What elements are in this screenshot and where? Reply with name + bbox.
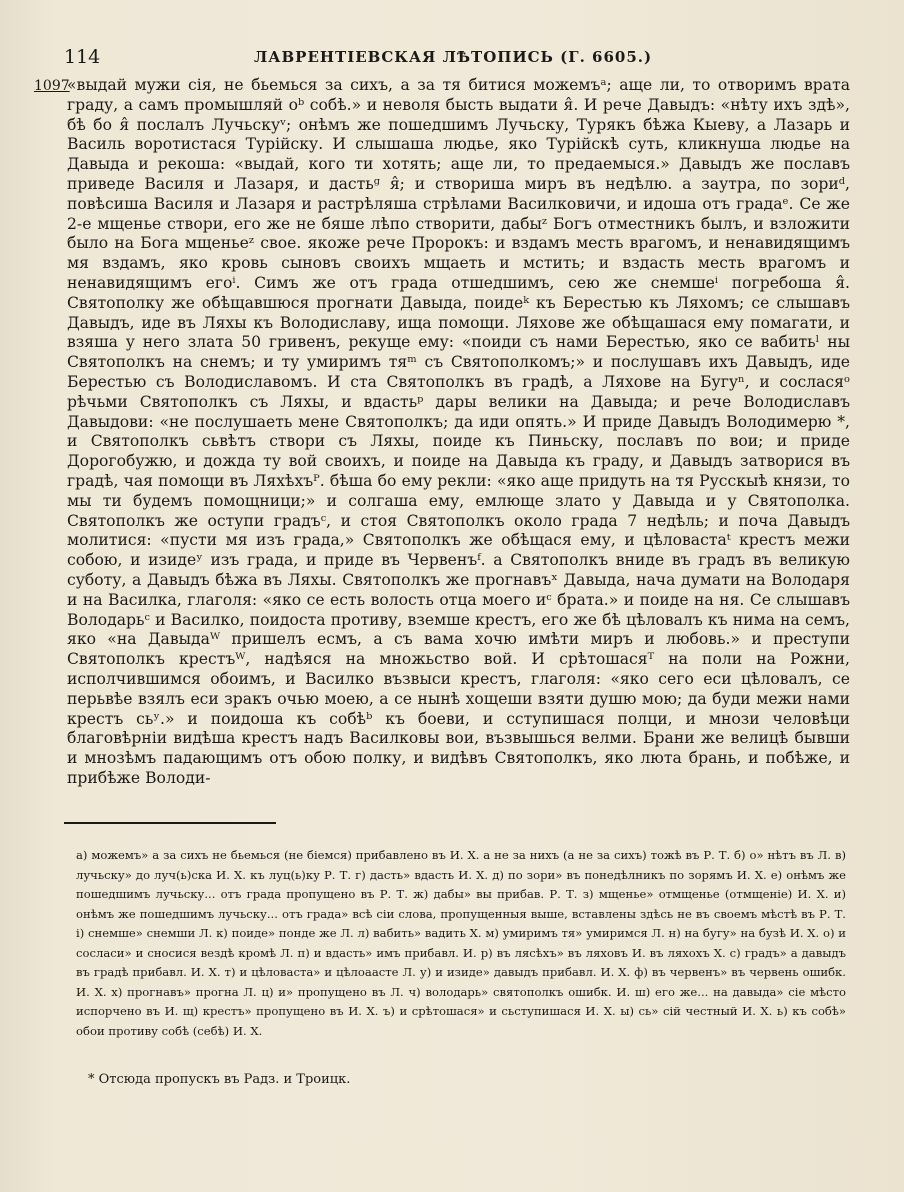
main-paragraph: «выдай мужи сія, не бьемься за сихъ, а за тя битися можемъᵃ; аще ли, то отворимъ врата граду, а самъ промышляй оᵇ собѣ.» и неволя бысть выдати я̂. И рече Давыдъ: «нѣту ихъ здѣ», бѣ бо я̂ послалъ Лучьскуᵛ; онѣмъ же пошедшимъ Лучьску, Турякъ бѣжа Кыеву, а Лазарь и Василь воротистася Турійску. И слышаша людье, яко Турійскѣ суть, кликнуша людье на Давыда и рекоша: «выдай, кого ти хотять; аще ли, то предаемыся.» Давыдъ же пославъ приведе Василя и Лазаря, и дастьᵍ я̂; и створиша миръ въ недѣлю. а заутра, по зориᵈ, повѣсиша Василя и Лазаря и растрѣляша стрѣлами Василковичи, и идоша отъ градаᵉ. Се же 2-е мщенье створи, его же не бяше лѣпо створити, дабыᶻ Богъ отместникъ былъ, и взложити было на Бога мщеньеᶻ свое. якоже рече Пророкъ: и вздамъ месть врагомъ, и ненавидящимъ мя вздамъ, яко кровь сыновъ своихъ мщаеть и мстить; и вздасть месть врагомъ и ненавидящимъ егоⁱ. Симъ же отъ града отшедшимъ, сею же снемшеⁱ погребоша я̂. Святополку же обѣщавшюся прогнати Давыда, поидеᵏ къ Берестью къ Ляхомъ; се слышавъ Давыдъ, иде въ Ляхы къ Володиславу, ища помощи. Ляхове же обѣщашася ему помагати, и взяша у него злата 50 гривенъ, рекуще ему: «поиди съ нами Берестью, яко се вабитьˡ ны Святополкъ на снемъ; и ту умиримъ тяᵐ съ Святополкомъ;» и послушавъ ихъ Давыдъ, иде Берестью съ Володиславомъ. И ста Святополкъ въ градѣ, а Ляхове на Бугуⁿ, и сосласяᵒ рѣчьми Святополкъ съ Ляхы, и вдастьᵖ дары велики на Давыда; и рече Володиславъ Давыдови: «не послушаеть мене Святополкъ; да иди опять.» И приде Давыдъ Володимерю *, и Святополкъ сьвѣтъ створи съ Ляхы, поиде къ Пиньску, пославъ по вои; и приде Дорогобужю, и дожда ту вой своихъ, и поиде на Давыда къ граду, и Давыдъ затворися въ градѣ, чая помощи въ Ляхѣхъᴾ. бѣша бо ему рекли: «яко аще придуть на тя Русскыѣ князи, то мы ти будемъ помощници;» и солгаша ему, емлюще злато у Давыда и у Святополка. Святополкъ же оступи градъᶜ, и стоя Святополкъ около града 7 недѣль; и поча Давыдъ молитися: «пусти мя изъ града,» Святополкъ же обѣщася ему, и цѣловастаᵗ крестъ межи собою, и изидеʸ изъ града, и приде въ Червенъᶠ. а Святополкъ вниде въ градъ въ великую суботу, а Давыдъ бѣжа въ Ляхы. Святополкъ же прогнавъˣ Давыда, нача думати на Володаря и на Василка, глаголя: «яко се есть волость отца моего иᶜ брата.» и поиде на ня. Се слышавъ Володарьᶜ и Василко, поидоста противу, вземше крестъ, его же бѣ цѣловалъ къ нима на семъ, яко «на Давыдаᵂ пришелъ есмъ, а съ вама хочю имѣти миръ и любовь.» и преступи Святополкъ крестъᵂ, надѣяся на множьство вой. И срѣтошасяᵀ на поли на Рожни, исполчившимся обоимъ, и Василко възвыси крестъ, глаголя: «яко сего еси цѣловалъ, се перьвѣе взялъ еси зракъ очью моею, а се нынѣ хощеши взяти душю мою; да буди межи нами крестъ сьʸ.» и поидоша къ собѣᵇ къ боеви, и сступишася полци, и мнози человѣци благовѣрніи видѣша крестъ надъ Василковы вои, възвышься велми. Брани же велицѣ бывши и мнозѣмъ падающимъ отъ обою полку, и видѣвъ Святополкъ, яко люта брань, и побѣже, и прибѣже Володи- [67,76,850,787]
textual-variants-notes: а) можемъ» а за сихъ не бьемься (не біемся) прибавлено въ И. Х. а не за нихъ (а не за сихъ) тожѣ въ Р. Т. б) о» нѣтъ въ Л. в) лучьску» до луч(ь)ска И. Х. къ луц(ь)ку Р. Т. г) дасть» вдасть И. Х. д) по зори» въ понедѣлникъ по зорямъ И. Х. е) онѣмъ же пошедшимъ лучьску... отъ града пропущено въ Р. Т. ж) дабы» вы прибав. Р. Т. з) мщенье» отмщенье (отмщеніе) И. Х. и) онѣмъ же пошедшимъ лучьску... отъ града» всѣ сіи слова, пропущенныя выше, вставлены здѣсь не въ своемъ мѣстѣ въ Р. Т. і) снемше» снемши Л. к) поиде» понде же Л. л) вабить» вадить Х. м) умиримъ тя» умиримся Л. н) на бугу» на бузѣ И. Х. о) и сосласи» и сносися вездѣ кромѣ Л. п) и вдасть» имъ прибавл. И. р) въ лясѣхъ» въ ляховъ И. въ ляхохъ Х. с) градъ» а давыдъ въ градѣ прибавл. И. Х. т) и цѣловаста» и цѣлоаасте Л. у) и изиде» давыдъ прибавл. И. Х. ф) въ червенъ» въ червень ошибк. И. Х. х) прогнавъ» прогна Л. ц) и» пропущено въ Л. ч) володарь» святополкъ ошибк. И. ш) его же... на давыда» сіе мѣсто испорчено въ И. щ) крестъ» пропущено въ И. Х. ъ) и срѣтошася» и сьступишася И. Х. ы) сь» сій честный И. Х. ь) къ собѣ» обои противу собѣ (себѣ) И. Х. [76,848,846,1038]
running-title: ЛАВРЕНТІЕВСКАЯ ЛѢТОПИСЬ (Г. 6605.) [254,48,653,66]
footnote-divider [64,822,276,824]
page-number: 114 [64,46,101,68]
asterisk-footnote: * Отсюда пропускъ въ Радз. и Троицк. [88,1072,351,1087]
year-marginal-note: 1097 [34,78,70,94]
page-header [64,44,854,70]
chronicle-text [67,76,850,789]
